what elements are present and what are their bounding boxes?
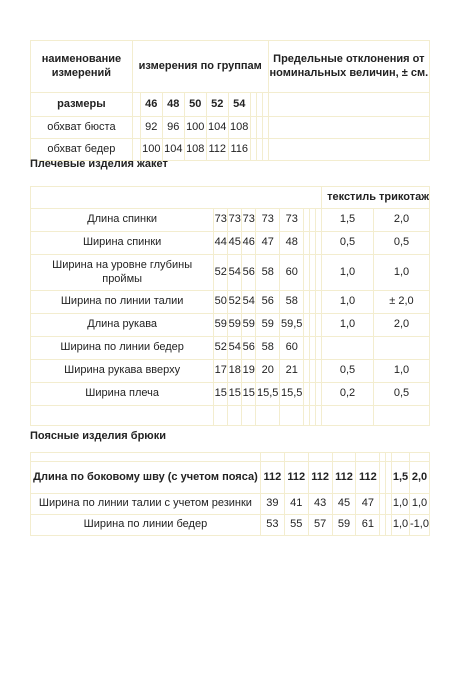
row-label: обхват бюста xyxy=(31,117,133,139)
value-cell: 73 xyxy=(280,209,304,232)
value-cell: 116 xyxy=(228,139,250,161)
value-cell: 58 xyxy=(256,255,280,291)
value-cell: 20 xyxy=(256,360,280,383)
trousers-section-title: Поясные изделия брюки xyxy=(30,430,166,442)
table-row xyxy=(31,232,430,255)
knit-tolerance: 2,0 xyxy=(373,209,429,232)
value-cell: 53 xyxy=(260,515,284,536)
row-label: Ширина плеча xyxy=(31,383,214,406)
value-cell: 59 xyxy=(242,314,256,337)
knit-tolerance xyxy=(373,337,429,360)
sizes-label: размеры xyxy=(31,93,133,117)
table-row xyxy=(31,383,430,406)
value-cell: 100 xyxy=(140,139,162,161)
value-cell: 15 xyxy=(242,383,256,406)
value-cell: 108 xyxy=(228,117,250,139)
knit-tolerance: 2,0 xyxy=(373,314,429,337)
value-cell: 19 xyxy=(242,360,256,383)
knit-tolerance: 1,0 xyxy=(409,494,429,515)
value-cell: 58 xyxy=(280,291,304,314)
value-cell: 112 xyxy=(260,462,284,494)
row-label: Длина спинки xyxy=(31,209,214,232)
sizes-row xyxy=(31,93,430,117)
value-cell: 45 xyxy=(228,232,242,255)
header-tolerance: Предельные отклонения от номинальных величин, ± см. xyxy=(268,41,429,93)
value-cell: 56 xyxy=(242,337,256,360)
value-cell: 58 xyxy=(256,337,280,360)
value-cell: 15,5 xyxy=(256,383,280,406)
row-label: Ширина по линии бедер xyxy=(31,337,214,360)
value-cell: 52 xyxy=(214,337,228,360)
value-cell: 73 xyxy=(256,209,280,232)
value-cell: 59,5 xyxy=(280,314,304,337)
value-cell: 45 xyxy=(332,494,356,515)
value-cell: 59 xyxy=(256,314,280,337)
header-measurement-groups: измерения по группам xyxy=(132,41,268,93)
table-row xyxy=(31,462,430,494)
value-cell: 112 xyxy=(332,462,356,494)
knit-tolerance: 1,0 xyxy=(373,255,429,291)
value-cell: 112 xyxy=(206,139,228,161)
value-cell: 92 xyxy=(140,117,162,139)
value-cell: 39 xyxy=(260,494,284,515)
row-label: Ширина по линии талии с учетом резинки xyxy=(31,494,261,515)
table-row xyxy=(31,494,430,515)
value-cell: 52 xyxy=(228,291,242,314)
value-cell: 54 xyxy=(242,291,256,314)
table-row xyxy=(31,209,430,232)
row-label: Ширина по линии талии xyxy=(31,291,214,314)
value-cell: 47 xyxy=(356,494,380,515)
value-cell: 18 xyxy=(228,360,242,383)
value-cell: 52 xyxy=(214,255,228,291)
value-cell: 50 xyxy=(214,291,228,314)
jacket-table xyxy=(30,186,430,426)
textile-tolerance: 1,5 xyxy=(322,209,374,232)
textile-tolerance: 1,5 xyxy=(392,462,410,494)
value-cell: 112 xyxy=(284,462,308,494)
textile-tolerance: 1,0 xyxy=(392,494,410,515)
textile-tolerance xyxy=(322,337,374,360)
value-cell: 73 xyxy=(242,209,256,232)
value-cell: 59 xyxy=(228,314,242,337)
table-row xyxy=(31,314,430,337)
trousers-table xyxy=(30,452,430,536)
row-label: Длина рукава xyxy=(31,314,214,337)
textile-tolerance: 0,5 xyxy=(322,360,374,383)
row-label: Ширина спинки xyxy=(31,232,214,255)
value-cell: 54 xyxy=(228,255,242,291)
knit-tolerance: 0,5 xyxy=(373,232,429,255)
table-row xyxy=(31,255,430,291)
fabric-header: текстиль трикотаж xyxy=(322,187,430,209)
value-cell: 47 xyxy=(256,232,280,255)
value-cell: 56 xyxy=(242,255,256,291)
value-cell: 73 xyxy=(214,209,228,232)
row-label: Ширина по линии бедер xyxy=(31,515,261,536)
size-cell: 46 xyxy=(140,93,162,117)
value-cell: 61 xyxy=(356,515,380,536)
table-row xyxy=(31,291,430,314)
value-cell: 108 xyxy=(184,139,206,161)
value-cell: 59 xyxy=(214,314,228,337)
jacket-section-title: Плечевые изделия жакет xyxy=(30,158,168,170)
size-cell: 48 xyxy=(162,93,184,117)
table-row xyxy=(31,515,430,536)
value-cell: 43 xyxy=(308,494,332,515)
knit-tolerance: ± 2,0 xyxy=(373,291,429,314)
value-cell: 73 xyxy=(228,209,242,232)
size-cell: 52 xyxy=(206,93,228,117)
value-cell: 15,5 xyxy=(280,383,304,406)
textile-tolerance: 1,0 xyxy=(392,515,410,536)
knit-tolerance: 1,0 xyxy=(373,360,429,383)
value-cell: 59 xyxy=(332,515,356,536)
value-cell: 15 xyxy=(228,383,242,406)
value-cell: 57 xyxy=(308,515,332,536)
value-cell: 55 xyxy=(284,515,308,536)
textile-tolerance: 0,2 xyxy=(322,383,374,406)
row-label: Ширина рукава вверху xyxy=(31,360,214,383)
value-cell: 104 xyxy=(162,139,184,161)
knit-tolerance: -1,0 xyxy=(409,515,429,536)
textile-tolerance: 1,0 xyxy=(322,314,374,337)
textile-tolerance: 1,0 xyxy=(322,291,374,314)
table-row xyxy=(31,360,430,383)
textile-tolerance: 0,5 xyxy=(322,232,374,255)
value-cell: 44 xyxy=(214,232,228,255)
value-cell: 21 xyxy=(280,360,304,383)
size-cell: 50 xyxy=(184,93,206,117)
value-cell: 112 xyxy=(308,462,332,494)
value-cell: 100 xyxy=(184,117,206,139)
table-row xyxy=(31,337,430,360)
value-cell: 54 xyxy=(228,337,242,360)
value-cell: 96 xyxy=(162,117,184,139)
value-cell: 17 xyxy=(214,360,228,383)
row-label: Длина по боковому шву (с учетом пояса) xyxy=(31,462,261,494)
value-cell: 46 xyxy=(242,232,256,255)
knit-tolerance: 0,5 xyxy=(373,383,429,406)
row-label: Ширина на уровне глубины проймы xyxy=(31,255,214,291)
value-cell: 60 xyxy=(280,255,304,291)
header-measurement-name: наименование измерений xyxy=(31,41,133,93)
value-cell: 48 xyxy=(280,232,304,255)
value-cell: 41 xyxy=(284,494,308,515)
value-cell: 104 xyxy=(206,117,228,139)
value-cell: 56 xyxy=(256,291,280,314)
knit-tolerance: 2,0 xyxy=(409,462,429,494)
value-cell: 60 xyxy=(280,337,304,360)
size-cell: 54 xyxy=(228,93,250,117)
size-groups-table xyxy=(30,40,430,161)
row-label: обхват бедер xyxy=(31,139,133,161)
textile-tolerance: 1,0 xyxy=(322,255,374,291)
value-cell: 112 xyxy=(356,462,380,494)
table-row xyxy=(31,117,430,139)
value-cell: 15 xyxy=(214,383,228,406)
